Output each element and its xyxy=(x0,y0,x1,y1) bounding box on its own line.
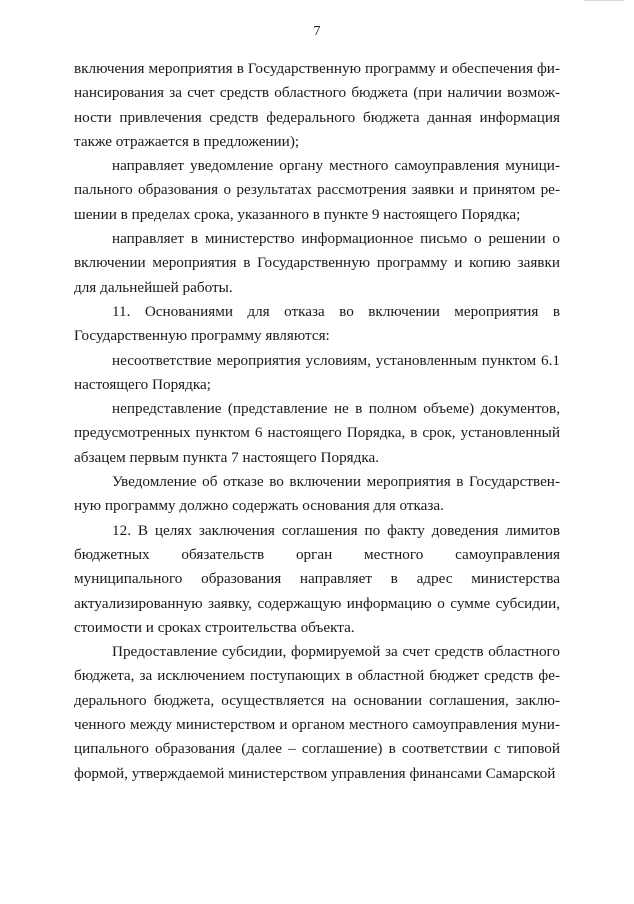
document-body xyxy=(74,57,560,786)
paragraph-item-12: 12. В целях заключения соглашения по факту доведения лимитов бюджетных обязательств орган местного самоуправления муниципального образования направляет в адрес министерства актуализированную заявку, содержащую информацию о сумме субсидии, стоимости и сроках строительства объекта. xyxy=(74,521,560,636)
paragraph-item-11: 11. Основаниями для отказа во включении мероприятия в Государственную программу являются: xyxy=(74,302,560,345)
paragraph-continuation: включения мероприятия в Государственную программу и обеспечения финансирования за счет средств областного бюджета (при наличии возможности привлечения средств федерального бюджета данная информация также отражается в предложении); xyxy=(74,60,560,150)
paragraph-mismatch: несоответствие мероприятия условиям, установленным пунктом 6.1 настоящего Порядка; xyxy=(74,351,560,393)
paragraph-notification: направляет уведомление органу местного самоуправления муниципального образования о результатах рассмотрения заявки и принятом решении в пределах срока, указанного в пункте 9 настоящего Порядка; xyxy=(74,157,560,223)
page-edge-line xyxy=(584,0,624,1)
paragraph-refusal-notice: Уведомление об отказе во включении мероприятия в Государственную программу должно содержать основания для отказа. xyxy=(74,473,560,515)
page-number: 7 xyxy=(313,24,321,39)
paragraph-non-submission: непредставление (представление не в полном объеме) документов, предусмотренных пунктом 6 настоящего Порядка, в срок, установленный абзацем первым пункта 7 настоящего Порядка. xyxy=(74,400,560,466)
paragraph-info-letter: направляет в министерство информационное письмо о решении о включении мероприятия в Государственную программу и копию заявки для дальнейшей работы. xyxy=(74,230,560,296)
paragraph-subsidy-provision: Предоставление субсидии, формируемой за счет средств областного бюджета, за исключением поступающих в областной бюджет средств федерального бюджета, осуществляется на основании соглашения, заключенного между министерством и органом местного самоуправления муниципального образования (далее – соглашение) в соответствии с типовой формой, утверждаемой министерством управления финансами Самарской xyxy=(74,643,560,782)
